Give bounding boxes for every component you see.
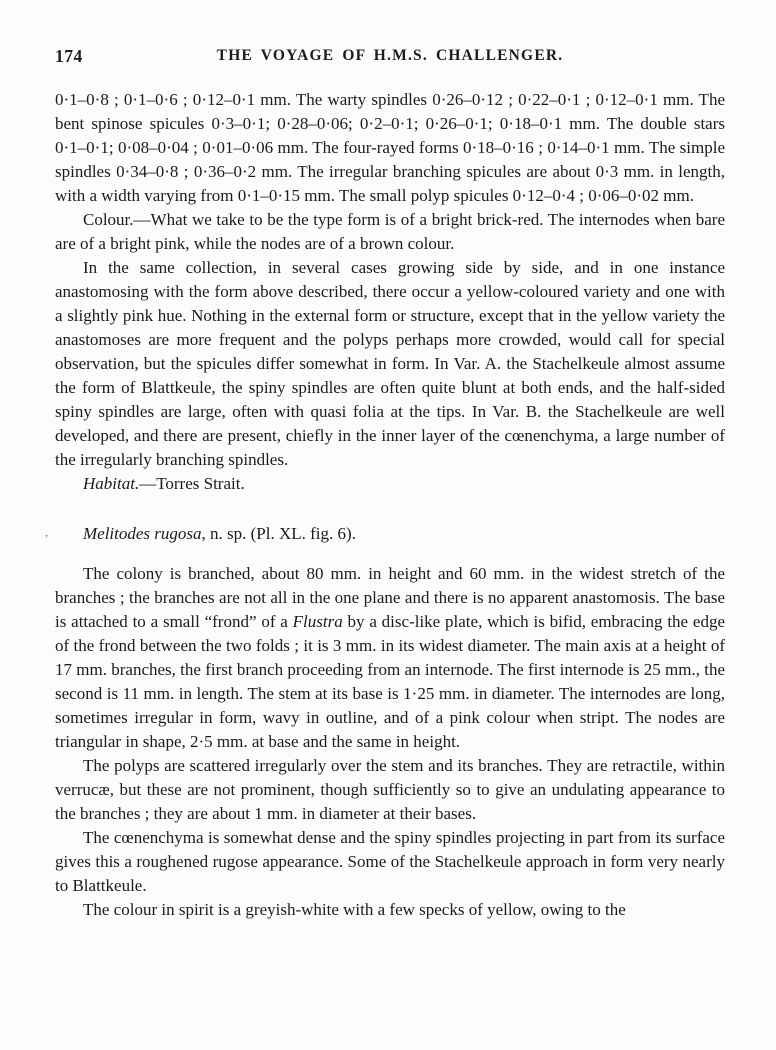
paragraph-variation: In the same collection, in several cases growing side by side, and in one instance anastomosing with the form above described, there occur a yellow-coloured variety and one with a slightly pink hue. Nothing in the external form or structure, except that in the yellow variety the anastomoses are more frequent and the polyps perhaps more crowded, would call for special observation, but the spicules differ somewhat in form. In Var. A. the Stachelkeule almost assume the form of Blattkeule, the spiny spindles are often quite blunt at both ends, and the half-sided spiny spindles are large, often with quasi folia at the tips. In Var. B. the Stachelkeule are well developed, and there are present, chiefly in the inner layer of the cœnenchyma, a large number of the irregularly branching spindles. xyxy=(55,258,725,469)
paragraph-polyps: The polyps are scattered irregularly over the stem and its branches. They are retractile, within verrucæ, but these are not prominent, though sufficiently so to give an undulating appearance to the branches ; they are about 1 mm. in diameter at their bases. xyxy=(55,756,725,823)
running-title: THE VOYAGE OF H.M.S. CHALLENGER. xyxy=(216,47,564,64)
species-heading xyxy=(55,522,725,546)
scan-artifact-mark: ‛ xyxy=(42,532,49,546)
paragraph-colour-in-spirit: The colour in spirit is a greyish-white with a few specks of yellow, owing to the xyxy=(83,900,626,919)
paragraph-colony xyxy=(55,562,725,754)
paragraph-spicule-measurements: 0·1–0·8 ; 0·1–0·6 ; 0·12–0·1 mm. The warty spindles 0·26–0·12 ; 0·22–0·1 ; 0·12–0·1 mm. The bent spinose spicules 0·3–0·1; 0·28–0·06; 0·2–0·1; 0·26–0·1; 0·18–0·1 mm. The double stars 0·1–0·1; 0·08–0·04 ; 0·01–0·06 mm. The four-rayed forms 0·18–0·16 ; 0·14–0·1 mm. The simple spindles 0·34–0·8 ; 0·36–0·2 mm. The irregular branching spicules are about 0·3 mm. in length, with a width varying from 0·1–0·15 mm. The small polyp spicules 0·12–0·4 ; 0·06–0·02 mm. xyxy=(55,90,725,205)
habitat-text: —Torres Strait. xyxy=(139,474,245,493)
species-reference: , n. sp. (Pl. XL. fig. 6). xyxy=(201,524,356,543)
genus-flustra: Flustra xyxy=(292,612,343,631)
paragraph-habitat xyxy=(55,472,725,496)
page-header xyxy=(55,46,725,66)
page-number: 174 xyxy=(55,46,83,66)
paragraph-coenenchyma: The cœnenchyma is somewhat dense and the spiny spindles projecting in part from its surface gives this a roughened rugose appearance. Some of the Stachelkeule approach in form very nearly to Blattkeule. xyxy=(55,828,725,895)
colony-text-after: by a disc-like plate, which is bifid, embracing the edge of the frond between the two folds ; it is 3 mm. in its widest diameter. The main axis at a height of 17 mm. branches, the first branch proceeding from an internode. The first internode is 25 mm., the second is 11 mm. in length. The stem at its base is 1·25 mm. in diameter. The internodes are long, sometimes irregular in form, wavy in outline, and of a pink colour when stript. The nodes are triangular in shape, 2·5 mm. at base and the same in height. xyxy=(55,612,726,751)
species-name: Melitodes rugosa xyxy=(83,524,202,543)
colony-text-before: The colony is branched, about 80 mm. in height and 60 mm. in the widest stretch of the branches ; the branches are not all in the one plane and there is no apparent anastomosis. The base is attached to a small “frond” of a xyxy=(55,564,725,631)
paragraph-colour: Colour.—What we take to be the type form is of a bright brick-red. The internodes when bare are of a bright pink, while the nodes are of a brown colour. xyxy=(55,210,725,253)
habitat-label: Habitat. xyxy=(83,474,140,493)
